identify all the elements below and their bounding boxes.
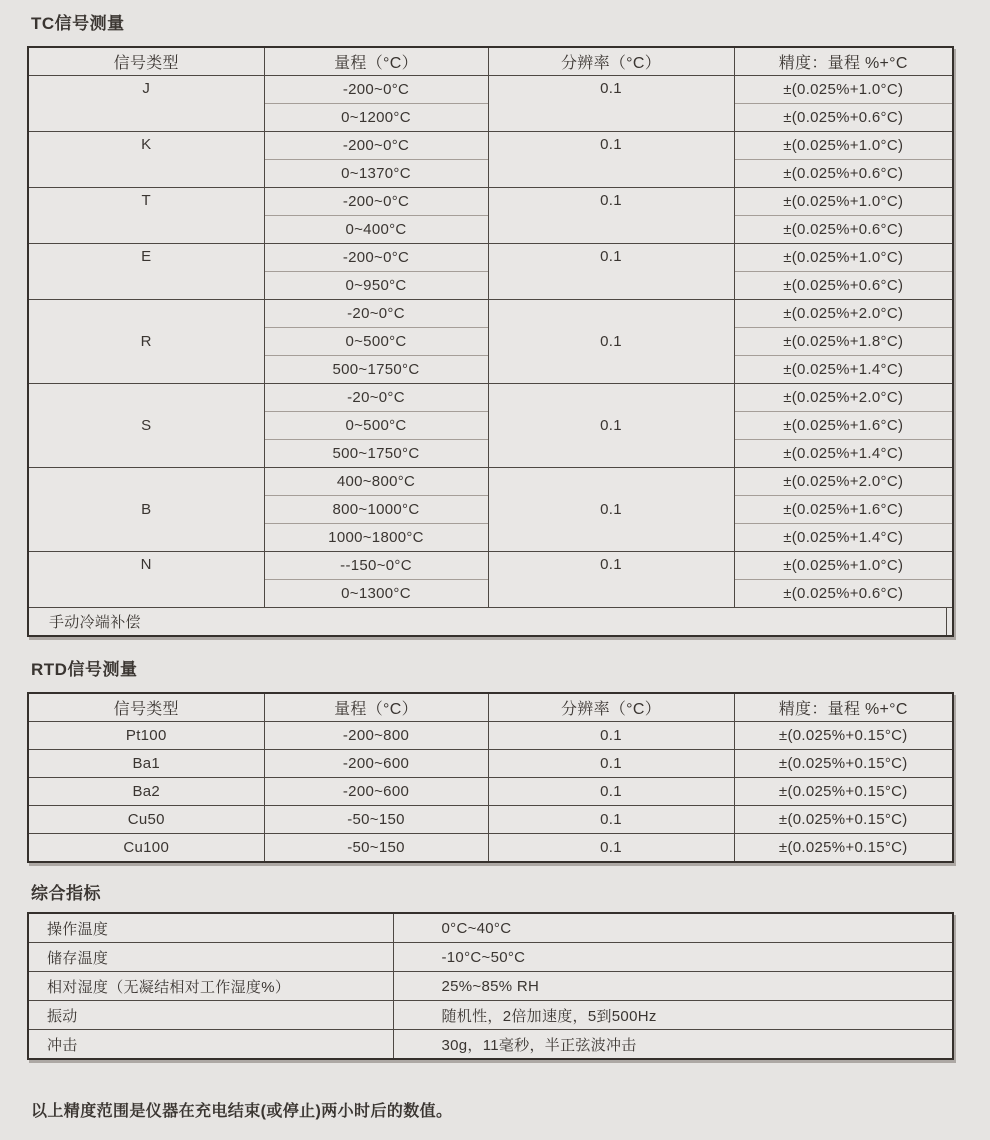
rtd-column-header: 信号类型 bbox=[28, 693, 264, 722]
tc-accuracy: ±(0.025%+0.6°C) bbox=[734, 580, 953, 608]
tc-accuracy: ±(0.025%+1.0°C) bbox=[734, 552, 953, 580]
tc-accuracy: ±(0.025%+1.6°C) bbox=[734, 496, 953, 524]
rtd-table bbox=[27, 692, 954, 863]
tc-accuracy: ±(0.025%+1.4°C) bbox=[734, 356, 953, 384]
tc-header-row bbox=[28, 47, 953, 76]
tc-resolution: 0.1 bbox=[488, 552, 734, 608]
tc-signal-type: E bbox=[28, 244, 264, 300]
tc-signal-type: K bbox=[28, 132, 264, 188]
rtd-header-row bbox=[28, 693, 953, 722]
tc-accuracy: ±(0.025%+0.6°C) bbox=[734, 104, 953, 132]
tc-footer-row bbox=[28, 608, 953, 637]
rtd-accuracy: ±(0.025%+0.15°C) bbox=[734, 750, 953, 778]
tc-range: 0~1370°C bbox=[264, 160, 488, 188]
tc-resolution: 0.1 bbox=[488, 468, 734, 552]
tc-range: 500~1750°C bbox=[264, 440, 488, 468]
tc-accuracy: ±(0.025%+2.0°C) bbox=[734, 300, 953, 328]
tc-column-header: 分辨率（°C） bbox=[488, 47, 734, 76]
tc-range: -20~0°C bbox=[264, 300, 488, 328]
rtd-signal-type: Pt100 bbox=[28, 722, 264, 750]
tc-resolution: 0.1 bbox=[488, 384, 734, 468]
rtd-range: -200~800 bbox=[264, 722, 488, 750]
tc-range: -200~0°C bbox=[264, 132, 488, 160]
rtd-column-header: 精度：量程 %+°C bbox=[734, 693, 953, 722]
general-spec-label: 冲击 bbox=[28, 1030, 393, 1060]
rtd-section-title: RTD信号测量 bbox=[31, 660, 138, 679]
tc-table-row bbox=[28, 300, 953, 328]
tc-range: 400~800°C bbox=[264, 468, 488, 496]
rtd-accuracy: ±(0.025%+0.15°C) bbox=[734, 722, 953, 750]
tc-signal-type: B bbox=[28, 468, 264, 552]
tc-accuracy: ±(0.025%+2.0°C) bbox=[734, 468, 953, 496]
general-spec-label: 操作温度 bbox=[28, 913, 393, 943]
tc-table-row bbox=[28, 552, 953, 580]
tc-footer-cell: 手动冷端补偿 bbox=[28, 608, 953, 637]
tc-resolution: 0.1 bbox=[488, 132, 734, 188]
tc-table-row bbox=[28, 132, 953, 160]
rtd-accuracy: ±(0.025%+0.15°C) bbox=[734, 834, 953, 863]
general-table-row bbox=[28, 913, 953, 943]
tc-accuracy: ±(0.025%+1.4°C) bbox=[734, 524, 953, 552]
rtd-range: -200~600 bbox=[264, 750, 488, 778]
tc-range: -20~0°C bbox=[264, 384, 488, 412]
general-table-row bbox=[28, 972, 953, 1001]
tc-table-row bbox=[28, 468, 953, 496]
tc-column-header: 量程（°C） bbox=[264, 47, 488, 76]
general-section-title: 综合指标 bbox=[31, 884, 101, 903]
tc-range: --150~0°C bbox=[264, 552, 488, 580]
rtd-signal-type: Cu100 bbox=[28, 834, 264, 863]
general-table-row bbox=[28, 943, 953, 972]
rtd-resolution: 0.1 bbox=[488, 722, 734, 750]
tc-column-header: 信号类型 bbox=[28, 47, 264, 76]
rtd-table-row bbox=[28, 834, 953, 863]
tc-signal-type: N bbox=[28, 552, 264, 608]
general-table-row bbox=[28, 1001, 953, 1030]
tc-accuracy: ±(0.025%+1.4°C) bbox=[734, 440, 953, 468]
rtd-accuracy: ±(0.025%+0.15°C) bbox=[734, 806, 953, 834]
tc-accuracy: ±(0.025%+1.0°C) bbox=[734, 244, 953, 272]
tc-range: 800~1000°C bbox=[264, 496, 488, 524]
tc-section-title: TC信号测量 bbox=[31, 14, 125, 33]
tc-accuracy: ±(0.025%+0.6°C) bbox=[734, 160, 953, 188]
rtd-table-row bbox=[28, 806, 953, 834]
rtd-resolution: 0.1 bbox=[488, 834, 734, 863]
tc-range: -200~0°C bbox=[264, 244, 488, 272]
general-spec-value: 随机性，2倍加速度，5到500Hz bbox=[393, 1001, 953, 1030]
tc-resolution: 0.1 bbox=[488, 76, 734, 132]
tc-table bbox=[27, 46, 954, 637]
tc-range: 0~400°C bbox=[264, 216, 488, 244]
tc-accuracy: ±(0.025%+1.8°C) bbox=[734, 328, 953, 356]
tc-range: 0~1200°C bbox=[264, 104, 488, 132]
tc-resolution: 0.1 bbox=[488, 188, 734, 244]
tc-range: 0~500°C bbox=[264, 328, 488, 356]
rtd-range: -50~150 bbox=[264, 806, 488, 834]
general-spec-value: 0°C~40°C bbox=[393, 913, 953, 943]
rtd-range: -200~600 bbox=[264, 778, 488, 806]
tc-accuracy: ±(0.025%+1.6°C) bbox=[734, 412, 953, 440]
tc-table-row bbox=[28, 76, 953, 104]
rtd-accuracy: ±(0.025%+0.15°C) bbox=[734, 778, 953, 806]
rtd-table-row bbox=[28, 750, 953, 778]
rtd-table-row bbox=[28, 722, 953, 750]
tc-range: -200~0°C bbox=[264, 188, 488, 216]
tc-range: 500~1750°C bbox=[264, 356, 488, 384]
tc-signal-type: R bbox=[28, 300, 264, 384]
tc-signal-type: T bbox=[28, 188, 264, 244]
general-spec-label: 储存温度 bbox=[28, 943, 393, 972]
rtd-resolution: 0.1 bbox=[488, 778, 734, 806]
general-spec-value: -10°C~50°C bbox=[393, 943, 953, 972]
general-table bbox=[27, 912, 954, 1060]
rtd-range: -50~150 bbox=[264, 834, 488, 863]
rtd-resolution: 0.1 bbox=[488, 750, 734, 778]
rtd-column-header: 量程（°C） bbox=[264, 693, 488, 722]
tc-accuracy: ±(0.025%+1.0°C) bbox=[734, 188, 953, 216]
rtd-column-header: 分辨率（°C） bbox=[488, 693, 734, 722]
tc-accuracy: ±(0.025%+0.6°C) bbox=[734, 272, 953, 300]
general-table-row bbox=[28, 1030, 953, 1060]
tc-range: 0~500°C bbox=[264, 412, 488, 440]
tc-column-header: 精度：量程 %+°C bbox=[734, 47, 953, 76]
rtd-table-row bbox=[28, 778, 953, 806]
tc-accuracy: ±(0.025%+0.6°C) bbox=[734, 216, 953, 244]
tc-table-row bbox=[28, 188, 953, 216]
general-spec-label: 振动 bbox=[28, 1001, 393, 1030]
tc-range: 0~1300°C bbox=[264, 580, 488, 608]
tc-range: 0~950°C bbox=[264, 272, 488, 300]
tc-range: 1000~1800°C bbox=[264, 524, 488, 552]
tc-accuracy: ±(0.025%+1.0°C) bbox=[734, 76, 953, 104]
rtd-signal-type: Ba2 bbox=[28, 778, 264, 806]
tc-table-row bbox=[28, 244, 953, 272]
rtd-resolution: 0.1 bbox=[488, 806, 734, 834]
accuracy-note: 以上精度范围是仪器在充电结束(或停止)两小时后的数值。 bbox=[31, 1103, 453, 1120]
tc-table-row bbox=[28, 384, 953, 412]
tc-resolution: 0.1 bbox=[488, 300, 734, 384]
rtd-signal-type: Ba1 bbox=[28, 750, 264, 778]
general-spec-value: 25%~85% RH bbox=[393, 972, 953, 1001]
general-spec-label: 相对湿度（无凝结相对工作湿度%） bbox=[28, 972, 393, 1001]
tc-range: -200~0°C bbox=[264, 76, 488, 104]
general-spec-value: 30g，11毫秒，半正弦波冲击 bbox=[393, 1030, 953, 1060]
tc-signal-type: J bbox=[28, 76, 264, 132]
rtd-signal-type: Cu50 bbox=[28, 806, 264, 834]
tc-accuracy: ±(0.025%+2.0°C) bbox=[734, 384, 953, 412]
tc-accuracy: ±(0.025%+1.0°C) bbox=[734, 132, 953, 160]
tc-resolution: 0.1 bbox=[488, 244, 734, 300]
tc-signal-type: S bbox=[28, 384, 264, 468]
